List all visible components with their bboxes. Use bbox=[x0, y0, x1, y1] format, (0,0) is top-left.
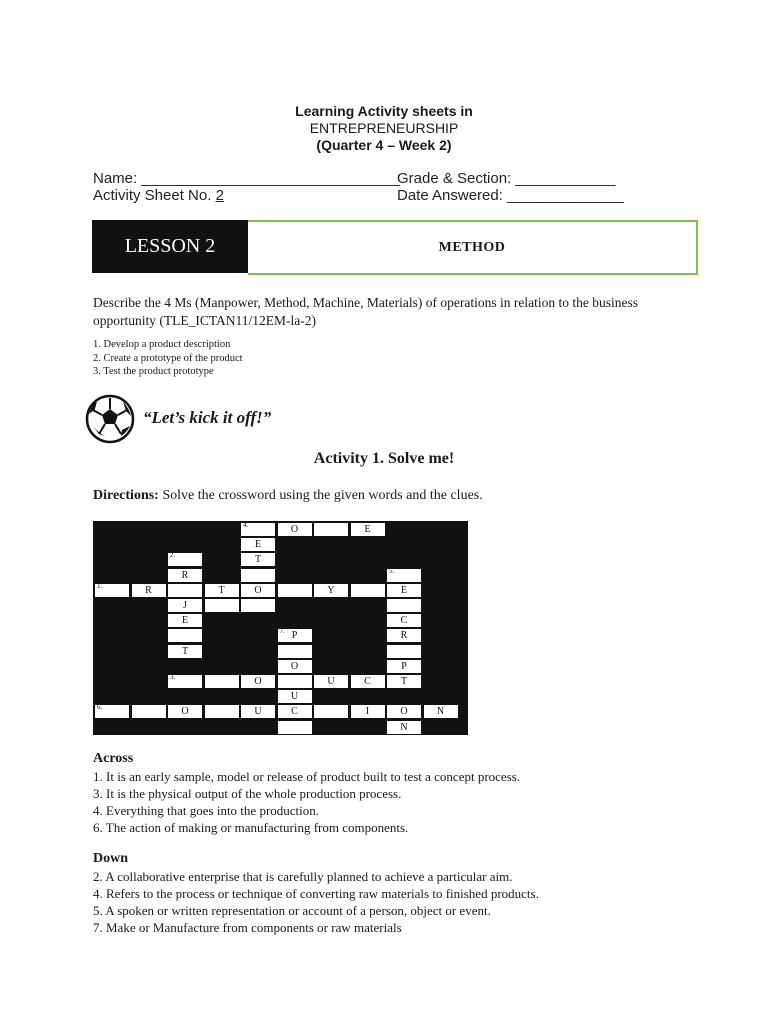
across-clue: 6. The action of making or manufacturing from components. bbox=[93, 820, 409, 835]
clue-number: 6. bbox=[97, 703, 103, 712]
crossword-cell[interactable] bbox=[313, 583, 349, 598]
crossword-cell[interactable] bbox=[277, 659, 313, 674]
crossword-cell[interactable] bbox=[167, 568, 203, 583]
activity-title: Activity 1. Solve me! bbox=[313, 450, 455, 467]
cell-letter: U bbox=[290, 691, 299, 703]
crossword-cell[interactable] bbox=[386, 704, 422, 719]
across-clue: 4. Everything that goes into the production. bbox=[93, 803, 320, 818]
across-clue: 1. It is an early sample, model or release of product built to test a concept process. bbox=[93, 769, 521, 784]
crossword-cell[interactable] bbox=[240, 583, 276, 598]
cell-letter: O bbox=[181, 706, 189, 718]
crossword-cell[interactable] bbox=[167, 674, 203, 689]
down-clue: 2. A collaborative enterprise that is carefully planned to achieve a particular aim. bbox=[93, 869, 513, 884]
down-clue: 7. Make or Manufacture from components or raw materials bbox=[93, 920, 402, 935]
crossword-cell[interactable] bbox=[277, 689, 313, 704]
crossword-cell[interactable] bbox=[167, 613, 203, 628]
lesson-title: METHOD bbox=[248, 220, 698, 275]
cell-letter: C bbox=[291, 706, 298, 718]
crossword-cell[interactable] bbox=[240, 552, 276, 567]
cell-letter: T bbox=[254, 554, 262, 566]
cell-letter: O bbox=[290, 660, 299, 672]
directions-text: Solve the crossword using the given words and the clues. bbox=[158, 488, 483, 503]
down-clue: 5. A spoken or written representation or account of a person, object or event. bbox=[93, 903, 491, 918]
crossword-cell[interactable] bbox=[277, 720, 313, 735]
activity-sheet-number: 2 bbox=[215, 187, 224, 204]
crossword-cell[interactable] bbox=[240, 598, 276, 613]
crossword-cell[interactable] bbox=[277, 704, 313, 719]
cell-letter: R bbox=[145, 584, 152, 596]
clue-number: 7. bbox=[279, 627, 285, 636]
crossword-cell[interactable] bbox=[277, 628, 313, 643]
crossword-cell[interactable] bbox=[94, 583, 130, 598]
date-answered-field: Date Answered: ______________ bbox=[397, 187, 624, 204]
objectives-list bbox=[93, 338, 243, 379]
crossword-cell[interactable] bbox=[167, 644, 203, 659]
cell-letter: C bbox=[400, 615, 408, 627]
cell-letter: R bbox=[181, 569, 189, 581]
objective-item: 1. Develop a product description bbox=[93, 339, 231, 350]
sheet-title-line1: Learning Activity sheets in bbox=[295, 103, 473, 119]
competency-description: Describe the 4 Ms (Manpower, Method, Machine, Materials) of operations in relation to the business opportunity (TLE_ICTAN11/12EM-la-2) bbox=[93, 295, 638, 328]
cell-letter: E bbox=[254, 539, 262, 551]
lesson-label: LESSON 2 bbox=[92, 220, 248, 273]
activity-sheet-label: Activity Sheet No. bbox=[93, 187, 216, 204]
clue-number: 4. bbox=[243, 521, 249, 529]
crossword-cell[interactable] bbox=[386, 583, 422, 598]
crossword-cell[interactable] bbox=[277, 674, 313, 689]
crossword-cell[interactable] bbox=[386, 644, 422, 659]
crossword-cell[interactable] bbox=[167, 628, 203, 643]
crossword-cell[interactable] bbox=[240, 537, 276, 552]
crossword-cell[interactable] bbox=[350, 583, 386, 598]
crossword-cell[interactable] bbox=[204, 583, 240, 598]
crossword-cell[interactable] bbox=[204, 674, 240, 689]
directions bbox=[93, 488, 483, 504]
crossword-cell[interactable] bbox=[240, 704, 276, 719]
soccer-ball-icon bbox=[85, 394, 135, 444]
clue-number: 5. bbox=[389, 566, 395, 575]
cell-letter: E bbox=[181, 615, 189, 627]
directions-label: Directions: bbox=[93, 488, 159, 503]
crossword-cell[interactable] bbox=[204, 704, 240, 719]
cell-letter: O bbox=[254, 676, 262, 687]
down-clue: 4. Refers to the process or technique of converting raw materials to finished products. bbox=[93, 886, 539, 901]
across-clues bbox=[93, 768, 520, 836]
crossword-cell[interactable] bbox=[350, 522, 386, 537]
cell-letter: E bbox=[364, 524, 371, 535]
kick-off-heading: “Let’s kick it off!” bbox=[143, 408, 272, 427]
sheet-title-line3: (Quarter 4 – Week 2) bbox=[316, 137, 452, 153]
cell-letter: R bbox=[400, 630, 408, 642]
cell-letter: O bbox=[400, 706, 408, 718]
clue-number: 2. bbox=[170, 551, 176, 560]
cell-letter: T bbox=[181, 645, 189, 657]
clue-number: 3. bbox=[170, 673, 176, 681]
cell-letter: P bbox=[291, 630, 298, 642]
objective-item: 2. Create a prototype of the product bbox=[93, 352, 243, 364]
crossword-cell[interactable] bbox=[386, 598, 422, 613]
grade-section-field: Grade & Section: ____________ bbox=[397, 170, 616, 187]
cell-letter: O bbox=[290, 524, 299, 535]
crossword-cell[interactable] bbox=[350, 704, 386, 719]
crossword-cell[interactable] bbox=[277, 644, 313, 659]
cell-letter: U bbox=[254, 706, 262, 718]
cell-letter: T bbox=[218, 584, 225, 596]
crossword-cell[interactable] bbox=[277, 583, 313, 598]
activity-sheet-field bbox=[93, 187, 224, 204]
crossword-cell[interactable] bbox=[131, 704, 167, 719]
name-field: Name: _______________________________ bbox=[93, 170, 400, 187]
crossword-cell[interactable] bbox=[277, 522, 313, 537]
crossword-cell[interactable] bbox=[167, 598, 203, 613]
across-clue: 3. It is the physical output of the whole production process. bbox=[93, 786, 402, 801]
cell-letter: T bbox=[400, 676, 408, 687]
objective-item: 3. Test the product prototype bbox=[93, 366, 214, 377]
crossword-cell[interactable] bbox=[131, 583, 167, 598]
cell-letter: U bbox=[327, 676, 335, 687]
crossword-cell[interactable] bbox=[167, 704, 203, 719]
crossword-cell[interactable] bbox=[386, 659, 422, 674]
sheet-title-line2: ENTREPRENEURSHIP bbox=[309, 120, 459, 136]
crossword-cell[interactable] bbox=[313, 704, 349, 719]
cell-letter: Y bbox=[327, 584, 335, 596]
crossword-cell[interactable] bbox=[313, 674, 349, 689]
crossword-cell[interactable] bbox=[386, 568, 422, 583]
cell-letter: N bbox=[436, 706, 445, 718]
crossword-grid bbox=[93, 521, 468, 735]
across-heading: Across bbox=[93, 751, 134, 766]
down-clues bbox=[93, 868, 539, 936]
crossword-cell[interactable] bbox=[386, 613, 422, 628]
clue-number: 1. bbox=[97, 581, 103, 590]
cell-letter: O bbox=[254, 584, 262, 596]
cell-letter: I bbox=[365, 706, 370, 718]
cell-letter: P bbox=[401, 660, 407, 672]
cell-letter: C bbox=[364, 676, 371, 687]
crossword-cell[interactable] bbox=[386, 720, 422, 735]
crossword-cell[interactable] bbox=[386, 628, 422, 643]
cell-letter: N bbox=[400, 721, 408, 733]
crossword-cell[interactable] bbox=[240, 522, 276, 537]
crossword-cell[interactable] bbox=[167, 583, 203, 598]
cell-letter: J bbox=[183, 600, 187, 611]
crossword-cell[interactable] bbox=[240, 568, 276, 583]
crossword-cell[interactable] bbox=[350, 674, 386, 689]
down-heading: Down bbox=[93, 851, 129, 866]
crossword-cell[interactable] bbox=[313, 522, 349, 537]
crossword-cell[interactable] bbox=[240, 674, 276, 689]
crossword-cell[interactable] bbox=[94, 704, 130, 719]
crossword-cell[interactable] bbox=[423, 704, 459, 719]
cell-letter: E bbox=[400, 584, 408, 596]
crossword-cell[interactable] bbox=[204, 598, 240, 613]
crossword-cell[interactable] bbox=[386, 674, 422, 689]
crossword-cell[interactable] bbox=[167, 552, 203, 567]
